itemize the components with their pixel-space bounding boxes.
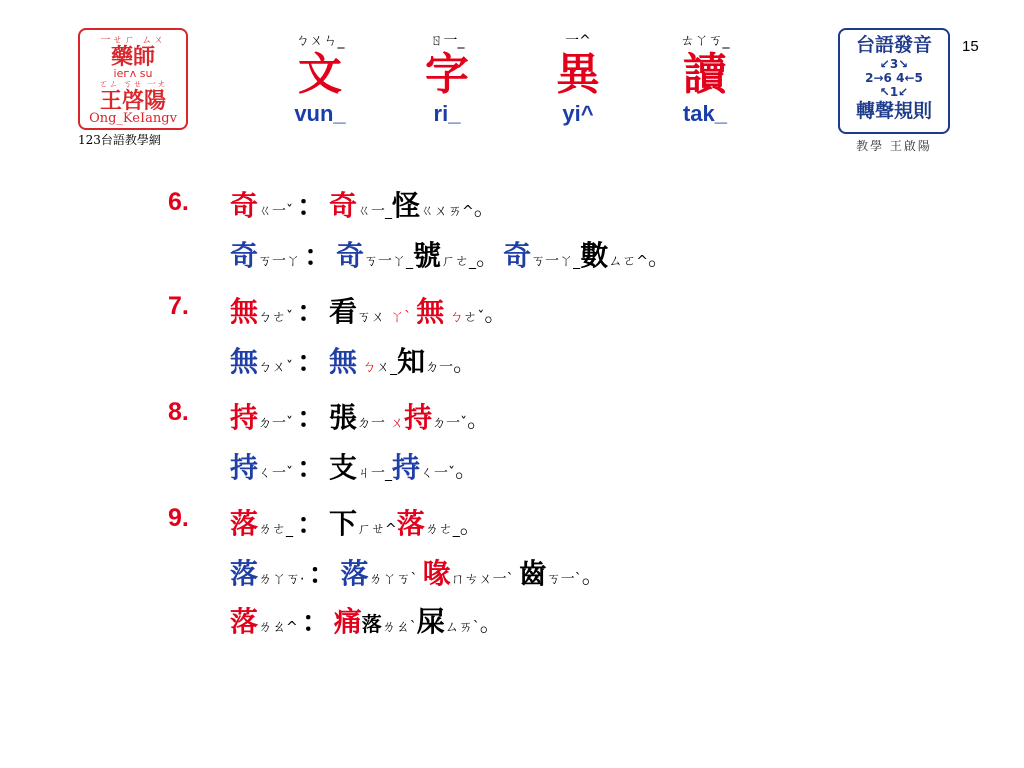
seal-line-1: 一ㄝㄏ ㄙㄨ xyxy=(100,35,166,46)
item-number-7: 7. xyxy=(168,292,189,320)
seal-line-6: Ong_KeIangv xyxy=(89,111,177,126)
tone-rule-logo: 台語發音 ↙3↘ 2→6 4←5 ↖1↙ 轉聲規則 xyxy=(838,28,950,134)
seal-line-2: 藥師 xyxy=(110,44,155,70)
line-9a: 落ㄌㄜ_ ： 下ㄏㄝ^落ㄌㄜ_。 xyxy=(230,507,482,540)
tone-rule-caption: 教學 王啟陽 xyxy=(856,139,932,153)
line-6b: 奇ㄎ一ㄚ ： 奇ㄎ一ㄚ_號ㄏㄜ_。 奇ㄎ一ㄚ_數ㄙㄛ^。 xyxy=(230,239,670,272)
line-8b: 持ㄑ一ˇ ： 支ㄐ一_持ㄑ一ˇ。 xyxy=(230,451,478,484)
title-char-1: ㄅㄨㄣ_ 文 vun_ xyxy=(294,33,346,126)
line-9b: 落ㄌㄚㄎ· ： 落ㄌㄚㄎ` 喙ㄇㄘㄨ一` 齒ㄎ一`。 xyxy=(230,557,604,590)
seal-line-4: ㄛㄥ ㄎㄝ 一ㄤ xyxy=(99,80,167,90)
item-number-8: 8. xyxy=(168,398,189,426)
line-7b: 無ㄅㄨˇ ： 無 ㄅㄨ_知ㄉ一。 xyxy=(230,345,476,378)
item-number-6: 6. xyxy=(168,188,189,216)
title-char-3: 一^ 異 yi^ xyxy=(556,33,600,126)
item-number-9: 9. xyxy=(168,504,189,532)
page-number: 15 xyxy=(962,38,979,55)
title-char-4: ㄊㄚㄎ_ 讀 tak_ xyxy=(680,33,730,126)
seal-caption: 123台語教學網 xyxy=(78,133,161,147)
line-9c: 落ㄌㄠ^ ： 痛落ㄌㄠ`屎ㄙㄞ`。 xyxy=(230,605,502,638)
author-seal-logo xyxy=(78,28,188,130)
line-6a: 奇ㄍ一ˇ ： 奇ㄍ一_怪ㄍㄨㄞ^。 xyxy=(230,189,496,222)
title-char-2: ㄖ一_ 字 ri_ xyxy=(425,33,469,126)
seal-line-3: ieᴦᴧ su xyxy=(113,67,153,80)
line-7a: 無ㄅㄜˇ ： 看ㄎㄨ ㄚ` 無 ㄅㄜˇ。 xyxy=(230,295,507,328)
line-8a: 持ㄉ一ˇ ： 張ㄉ一 ㄨ持ㄉ一ˇ。 xyxy=(230,401,490,434)
seal-line-5: 王啓陽 xyxy=(99,88,166,114)
